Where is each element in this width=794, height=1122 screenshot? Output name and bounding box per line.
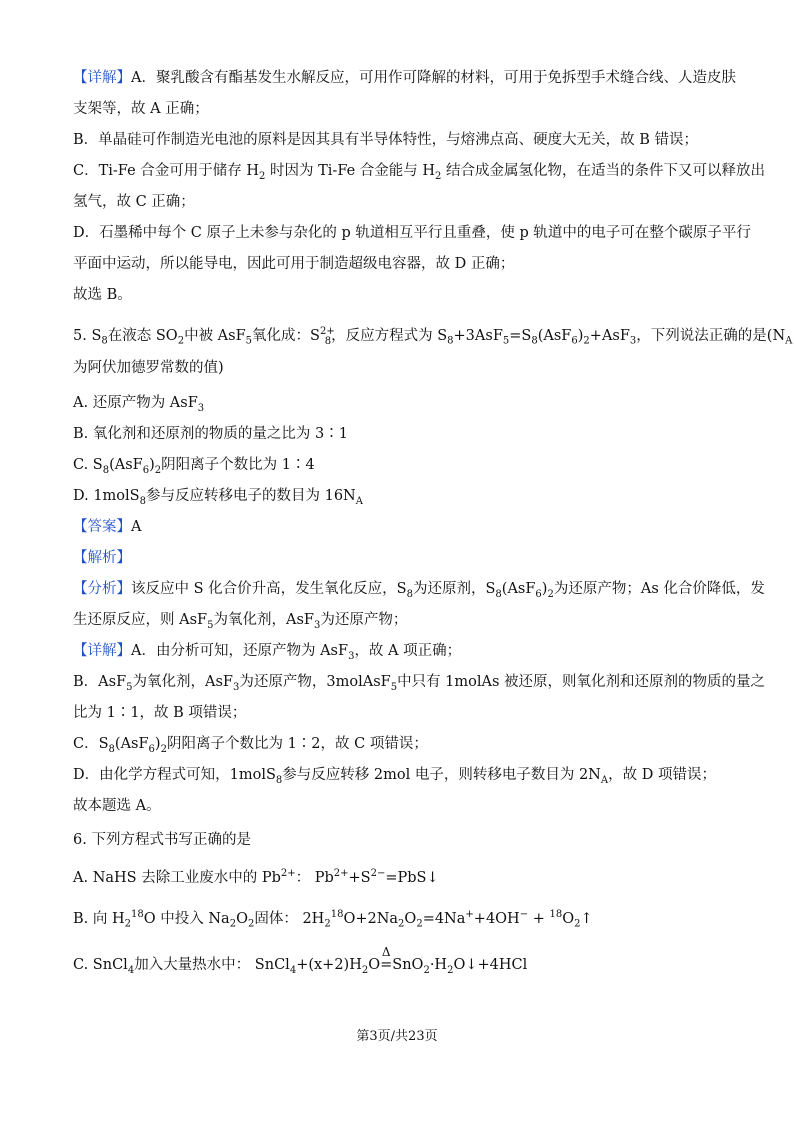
text-segment: B．单晶硅可作制造光电池的原料是因其具有半导体特性，与熔沸点高、硬度大无关，故 B 错误； [73,132,699,148]
text-segment: 平面中运动，所以能导电，因此可用于制造超级电容器，故 D 正确； [73,256,515,272]
text-segment: 为阿伏加德罗常数的值) [73,360,224,376]
section-tag: 【详解】 [73,643,131,659]
text-segment: ，故 D 项错误； [608,767,716,783]
text-segment: 5 [207,619,214,631]
text-segment: ) [577,327,584,344]
text-segment: (AsF [109,457,143,473]
text-segment: 5. S [73,327,102,344]
text-segment: 2 [259,170,266,182]
heating-equals-sign: Δ = [380,945,393,973]
text-line-l2 [73,99,724,119]
text-line-l21 [73,703,724,723]
text-segment: ，下列说法正确的是(N [636,327,786,344]
text-segment: 8 [275,774,283,786]
text-segment: 3 [348,650,355,662]
text-segment: 2+ [280,868,296,879]
text-segment: ，反应方程式为 S [331,327,448,344]
text-segment: +(x+2)H [296,957,362,973]
text-line-l15 [73,517,724,537]
text-line-l23 [73,765,724,791]
text-line-l24 [73,796,724,816]
text-segment: 5 [390,681,398,693]
text-segment: O↓+4HCl [453,957,528,973]
text-line-l1 [73,68,736,88]
text-line-l25 [73,830,724,850]
text-segment: +AsF [589,327,630,344]
text-segment: C．S [73,736,109,752]
text-line-l26 [73,864,724,888]
text-segment: 氢气，故 C 正确； [73,194,195,210]
text-segment: 6 [148,743,155,755]
text-segment: A. NaHS 去除工业废水中的 Pb [73,869,281,886]
text-segment: (AsF [114,736,149,752]
text-segment: ·H [429,957,448,973]
text-segment: 8 [406,588,413,600]
text-line-l11 [73,393,724,419]
text-segment: 2 [398,918,405,930]
text-segment: =PbS↓ [385,869,439,886]
text-segment: O [236,910,248,927]
text-segment: 为还原产物，3molAsF [239,674,391,690]
text-segment: 在液态 SO [107,327,178,344]
text-segment: 18 [131,909,144,920]
text-segment: C. SnCl [73,957,128,973]
text-segment: +3AsF [453,327,503,344]
text-segment: 结合成金属氢化物，在适当的条件下又可以释放出 [441,163,766,179]
text-segment: 时因为 Ti-Fe 合金能与 H [265,163,436,179]
text-segment: ↑ [580,910,593,927]
text-line-l3 [73,130,724,150]
text-segment: 5 [502,335,510,347]
text-segment: D．由化学方程式可知，1molS [73,767,276,783]
text-segment: + [465,909,474,920]
text-segment: O [562,910,575,927]
ion-formula: $S^{2+}_8$ [310,326,335,347]
text-segment: 参与反应转移电子的数目为 16N [145,488,356,504]
text-segment: 为氧化剂，AsF [213,612,314,628]
text-segment: O 中投入 Na [143,910,230,927]
text-segment: 5 [126,681,133,693]
text-segment: 中只有 1molAs 被还原，则氧化剂和还原剂的物质的量之 [397,674,766,690]
text-segment: 3 [629,335,637,347]
text-segment: A. 还原产物为 AsF [73,395,198,411]
text-segment: A [355,495,363,507]
text-segment: O [404,910,417,927]
text-line-l10 [73,358,724,378]
section-tag: 【分析】 [73,581,131,597]
text-segment: 6. 下列方程式书写正确的是 [73,832,251,848]
text-line-l19 [73,641,724,667]
text-line-l28 [73,945,724,981]
text-segment: ： Pb [295,869,334,886]
text-line-l13 [73,455,724,481]
text-segment: A [600,774,609,786]
text-segment: 为还原产物；As 化合价降低，发 [553,581,765,597]
text-segment: B. 向 H [73,910,125,927]
text-segment: ) [541,581,548,597]
text-segment: 2 [229,918,237,930]
text-segment: 比为 1∶1，故 B 项错误； [73,705,247,721]
text-segment: 中被 AsF [184,327,246,344]
text-segment: 参与反应转移 2mol 电子，则转移电子数目为 2N [282,767,601,783]
text-line-l5 [73,192,724,212]
text-line-l17 [73,579,765,605]
text-segment: ) [154,736,161,752]
section-tag: 【答案】 [73,519,131,535]
text-segment: (AsF [501,581,536,597]
text-segment: 支架等，故 A 正确； [73,101,209,117]
text-segment: 2 [247,918,255,930]
text-segment: D. 1molS [73,488,140,504]
text-segment: 2 [324,918,331,930]
text-segment: 18 [549,909,563,920]
text-segment: +4OH [473,910,520,927]
text-segment: A．由分析可知，还原产物为 AsF [131,643,349,659]
text-segment: 4 [289,964,297,976]
text-segment: 4 [127,964,135,976]
text-segment: 2 [435,170,442,182]
text-segment: 氧化成： [252,327,311,344]
text-segment: 2 [416,918,423,930]
text-line-l20 [73,672,766,698]
text-segment: 2 [124,918,132,930]
text-line-l7 [73,254,724,274]
text-segment: ，故 A 项正确； [354,643,462,659]
text-segment: 8 [495,588,502,600]
section-tag: 【详解】 [73,70,131,86]
page-footer: 第3页/共23页 [356,1029,438,1044]
text-segment: 为还原剂，S [412,581,496,597]
text-segment: 2 [160,743,167,755]
text-segment: 为还原产物； [320,612,408,628]
text-line-l16 [73,548,724,568]
text-segment: (AsF [537,327,572,344]
text-segment: C. S [73,457,103,473]
text-segment: 2 [361,964,369,976]
text-segment: O+2Na [343,910,399,927]
text-line-l8 [73,285,724,305]
text-segment: 2 [423,964,430,976]
text-segment: 固体： 2H [254,910,325,927]
text-segment: 2 [177,335,185,347]
text-segment: + [528,910,550,927]
text-line-l22 [73,734,724,760]
section-tag: 【解析】 [73,550,131,566]
text-segment: =4Na [422,910,466,927]
text-segment: 阴阳离子个数比为 1∶4 [161,457,315,473]
text-segment: 6 [535,588,542,600]
text-segment: 8 [139,495,146,507]
text-segment: 6 [571,335,578,347]
text-segment: SnO [392,957,424,973]
text-segment: 2− [370,868,386,879]
text-segment: 5 [245,335,253,347]
text-segment: 2 [154,464,162,476]
text-segment: − [519,909,529,920]
text-segment: ) [149,457,155,473]
text-segment: 3 [313,619,321,631]
text-segment: 2+ [333,868,349,879]
text-segment: 8 [102,464,110,476]
text-segment: B. 氧化剂和还原剂的物质的量之比为 3∶1 [73,426,348,442]
text-segment: 阴阳离子个数比为 1∶2，故 C 项错误； [166,736,428,752]
text-segment: 8 [108,743,115,755]
text-segment: 故选 B。 [73,287,132,303]
text-segment: 8 [447,335,454,347]
text-line-l6 [73,223,751,243]
text-segment: O [368,957,381,973]
text-segment: D．石墨稀中每个 C 原子上未参与杂化的 p 轨道相互平行且重叠，使 p 轨道中的电子可在整个碳原子平行 [73,225,751,241]
text-segment: 6 [142,464,150,476]
text-line-l4 [73,161,766,187]
text-segment: B．AsF [73,674,127,690]
text-segment: A．聚乳酸含有酯基发生水解反应，可用作可降解的材料，可用于免拆型手术缝合线、人造皮肤 [131,70,736,86]
text-segment: 加入大量热水中： SnCl [134,957,290,973]
text-segment: +S [348,869,371,886]
text-segment: 2 [447,964,454,976]
text-line-l14 [73,486,724,512]
text-segment: 3 [233,681,240,693]
text-segment: 3 [197,402,205,414]
text-segment: A [131,519,142,535]
text-segment: 18 [330,909,344,920]
text-line-l9 [73,322,793,352]
text-segment: 8 [101,335,108,347]
text-segment: =S [509,327,532,344]
text-segment: 2 [583,335,590,347]
text-segment: 2 [547,588,554,600]
text-segment: 故本题选 A。 [73,798,161,814]
text-segment: 8 [531,335,538,347]
text-segment: A [785,335,793,347]
text-segment: 该反应中 S 化合价升高，发生氧化反应，S [131,581,407,597]
text-segment: 生还原反应，则 AsF [73,612,208,628]
text-line-l18 [73,610,724,636]
text-segment: C．Ti-Fe 合金可用于储存 H [73,163,260,179]
text-line-l27 [73,905,724,935]
text-segment: 为氧化剂，AsF [132,674,233,690]
text-segment: 2 [574,918,581,930]
text-line-l12 [73,424,724,444]
